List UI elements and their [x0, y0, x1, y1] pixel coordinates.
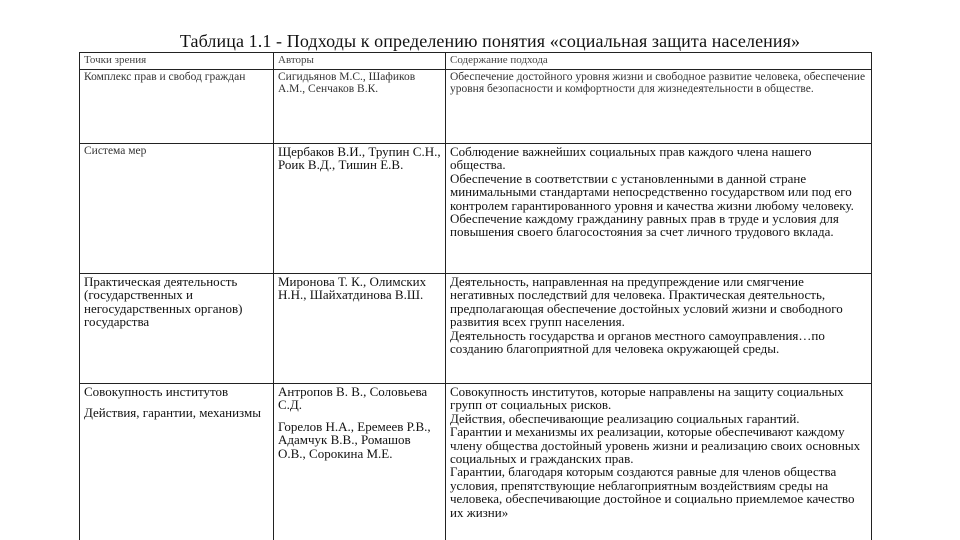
authors-cell [274, 384, 446, 540]
authors-cell [274, 70, 446, 144]
content-text: Действия, обеспечивающие реализацию социальных гарантий. [450, 410, 800, 426]
viewpoint-text: Комплекс прав и свобод граждан [84, 71, 246, 83]
content-text: Обеспечение достойного уровня жизни и свободное развитие человека, обеспечение уровня безопасности и комфортности для жизнедеятельности в обществе. [450, 71, 866, 95]
authors-text: Миронова Т. К., Олимских Н.Н., Шайхатдинова В.Ш. [278, 274, 427, 303]
header-authors: Авторы [274, 53, 446, 70]
table-row [80, 144, 872, 274]
content-text: Соблюдение важнейших социальных прав каждого члена нашего общества. [450, 144, 812, 173]
content-text: Совокупность институтов, которые направлены на защиту социальных групп от социальных рисков. [450, 384, 844, 413]
viewpoint-cell [80, 144, 274, 274]
viewpoint-text: Действия, гарантии, механизмы [84, 405, 261, 421]
authors-text: Антропов В. В., Соловьева С.Д. [278, 384, 428, 413]
header-content: Содержание подхода [446, 53, 872, 70]
authors-text: Щербаков В.И., Трупин С.Н., Роик В.Д., Тишин Е.В. [278, 144, 441, 173]
content-text: Обеспечение каждому гражданину равных прав в труде и условия для повышения своего благосостояния за счет личного трудового вклада. [450, 211, 839, 240]
viewpoint-text: Практическая деятельность (государственных и негосударственных органов) государства [84, 274, 243, 330]
approaches-table [79, 52, 872, 540]
table-caption: Таблица 1.1 - Подходы к определению понятия «социальная защита населения» [179, 31, 801, 51]
table-row [80, 70, 872, 144]
viewpoint-text: Система мер [84, 145, 147, 157]
viewpoint-cell [80, 70, 274, 144]
content-text: Гарантии, благодаря которым создаются равные для членов общества условия, препятствующие неблагоприятным воздействиям среды на человека, обеспечивающие достойное и социально приемлемое качество их жизни» [450, 464, 855, 520]
authors-text: Сигидьянов М.С., Шафиков А.М., Сенчаков В.К. [278, 71, 416, 95]
content-cell [446, 70, 872, 144]
authors-text: Горелов Н.А., Еремеев Р.В., Адамчук В.В., Ромашов О.В., Сорокина М.Е. [278, 418, 431, 461]
content-cell [446, 144, 872, 274]
header-viewpoints: Точки зрения [80, 53, 274, 70]
authors-cell [274, 274, 446, 384]
authors-cell [274, 144, 446, 274]
content-text: Гарантии и механизмы их реализации, которые обеспечивают каждому члену общества достойный уровень жизни и реализацию своих основных социальных и гражданских прав. [450, 424, 861, 467]
content-text: Деятельность государства и органов местного самоуправления…по созданию благоприятной для человека окружающей среды. [450, 327, 825, 357]
viewpoint-cell [80, 384, 274, 540]
viewpoint-cell [80, 274, 274, 384]
content-cell [446, 384, 872, 540]
content-text: Обеспечение в соответствии с установленными в данной стране минимальными стандартами непосредственно государством или под его контролем гарантированного уровня и качества жизни любому человеку. [450, 170, 854, 213]
viewpoint-text: Совокупность институтов [84, 384, 229, 399]
content-text: Деятельность, направленная на предупреждение или смягчение негативных последствий для человека. Практическая деятельность, предполагающая обеспечение достойных условий жизни и свободного развития всех групп населения. [450, 274, 843, 330]
content-cell [446, 274, 872, 384]
table-row [80, 384, 872, 540]
table-row [80, 274, 872, 384]
table-header-row [80, 53, 872, 70]
